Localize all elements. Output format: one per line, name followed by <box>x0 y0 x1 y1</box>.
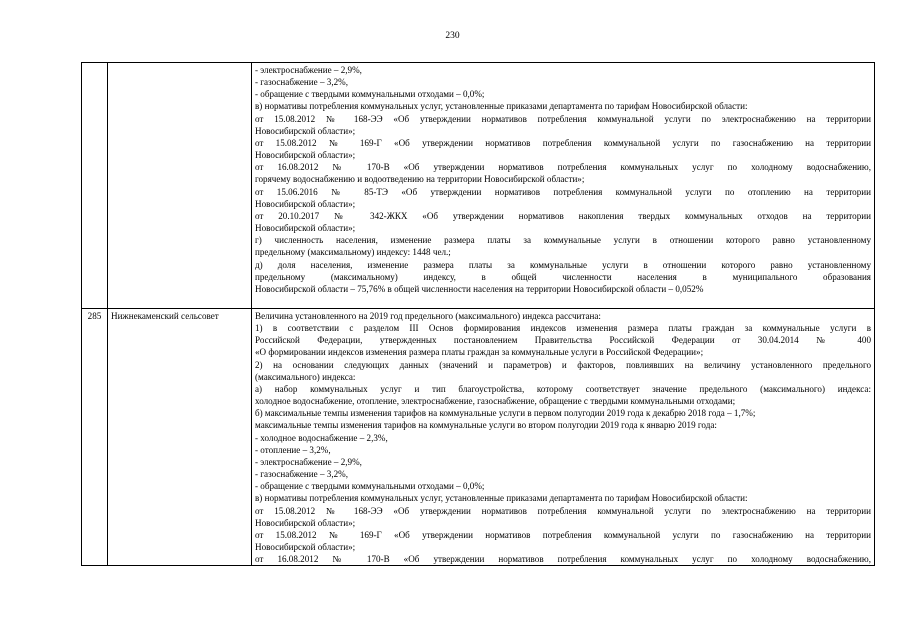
text-line: от 15.08.2012 № 169-Г «Об утверждении нормативов потребления коммунальной услуги по газоснабжению на территории <box>255 529 871 540</box>
text-line: Новосибирской области»; <box>255 125 356 136</box>
municipality-name-cell <box>108 63 252 309</box>
text-line: Величина установленного на 2019 год предельного (максимального) индекса рассчитана: <box>255 311 601 321</box>
text-line: а) набор коммунальных услуг и тип благоустройства, которому соответствует значение предельного (максимального) индекса: <box>255 383 871 394</box>
text-line: д) доля населения, изменение размера платы за коммунальные услуги в отношении которого равно установленному <box>255 259 871 270</box>
row-number-cell <box>82 63 108 309</box>
text-line: от 16.08.2012 № 170-В «Об утверждении нормативов потребления коммунальных услуг по холодному водоснабжению, <box>255 554 871 565</box>
text-line: Новосибирской области – 75,76% в общей численности населения на территории Новосибирской области – 0,052% <box>255 283 704 294</box>
text-line: «О формировании индексов изменения размера платы граждан за коммунальные услуги в Российской Федерации»; <box>255 347 704 358</box>
text-line: Российской Федерации, утвержденных постановлением Правительства Российской Федерации от 30.04.2014 № 400 <box>255 335 871 346</box>
text-line: г) численность населения, изменение размера платы за коммунальные услуги в отношении которого равно установленному <box>255 235 871 246</box>
row-number-cell: 285 <box>82 309 108 566</box>
municipality-name-cell: Нижнекаменский сельсовет <box>108 309 252 566</box>
calculation-text-cell <box>252 63 875 309</box>
text-line: от 15.08.2012 № 168-ЭЭ «Об утверждении нормативов потребления коммунальной услуги по электроснабжению на территории <box>255 113 871 124</box>
page-number: 230 <box>445 31 460 41</box>
text-line: холодное водоснабжение, отопление, электроснабжение, газоснабжение, обращение с твердыми коммунальными отходами; <box>255 396 736 407</box>
text-line: предельному (максимальному) индексу: 1448 чел.; <box>255 247 451 258</box>
text-line: горячему водоснабжению и водоотведению на территории Новосибирской области»; <box>255 174 585 185</box>
text-line: - обращение с твердыми коммунальными отходами – 0,0%; <box>255 481 485 492</box>
text-line: Новосибирской области»; <box>255 541 356 552</box>
text-line: Новосибирской области»; <box>255 223 356 234</box>
table-row-285 <box>82 309 875 566</box>
text-line: предельному (максимальному) индексу, в общей численности населения в муниципального образования <box>255 271 871 282</box>
text-line: в) нормативы потребления коммунальных услуг, установленные приказами департамента по тарифам Новосибирской области: <box>255 101 748 112</box>
text-line: от 20.10.2017 № 342-ЖКХ «Об утверждении нормативов накопления твердых коммунальных отходов на территории <box>255 210 871 221</box>
text-line: 2) на основании следующих данных (значений и параметров) и факторов, повлиявших на величину установленного предельного <box>255 359 871 370</box>
indices-table <box>81 62 875 566</box>
text-line: б) максимальные темпы изменения тарифов на коммунальные услуги в первом полугодии 2019 года к декабрю 2018 года – 1,7%; <box>255 408 756 419</box>
text-line: - электроснабжение – 2,9%, <box>255 456 362 467</box>
text-line: 1) в соответствии с разделом III Основ формирования индексов изменения размера платы граждан за коммунальные услуги в <box>255 323 871 334</box>
text-line: от 16.08.2012 № 170-В «Об утверждении нормативов потребления коммунальных услуг по холодному водоснабжению, <box>255 162 871 173</box>
text-line: (максимального) индекса: <box>255 371 356 382</box>
text-line: - холодное водоснабжение – 2,3%, <box>255 432 388 443</box>
text-line: Новосибирской области»; <box>255 517 356 528</box>
text-line: в) нормативы потребления коммунальных услуг, установленные приказами департамента по тарифам Новосибирской области: <box>255 493 748 504</box>
text-line: Новосибирской области»; <box>255 150 356 161</box>
text-line: от 15.08.2012 № 169-Г «Об утверждении нормативов потребления коммунальной услуги по газоснабжению на территории <box>255 137 871 148</box>
text-line: Новосибирской области»; <box>255 198 356 209</box>
text-line: от 15.08.2012 № 168-ЭЭ «Об утверждении нормативов потребления коммунальной услуги по электроснабжению на территории <box>255 505 871 516</box>
text-line: от 15.06.2016 № 85-ТЭ «Об утверждении нормативов потребления коммунальной услуги по отоплению на территории <box>255 186 871 197</box>
text-line: - электроснабжение – 2,9%, <box>255 65 362 75</box>
table-row-continuation <box>82 63 875 309</box>
text-line: максимальные темпы изменения тарифов на коммунальные услуги во втором полугодии 2019 года к январю 2019 года: <box>255 420 717 431</box>
text-line: - отопление – 3,2%, <box>255 444 331 455</box>
calculation-text-cell <box>252 309 875 566</box>
text-line: - газоснабжение – 3,2%, <box>255 469 348 480</box>
text-line: - газоснабжение – 3,2%, <box>255 77 348 88</box>
text-line: - обращение с твердыми коммунальными отходами – 0,0%; <box>255 89 485 100</box>
